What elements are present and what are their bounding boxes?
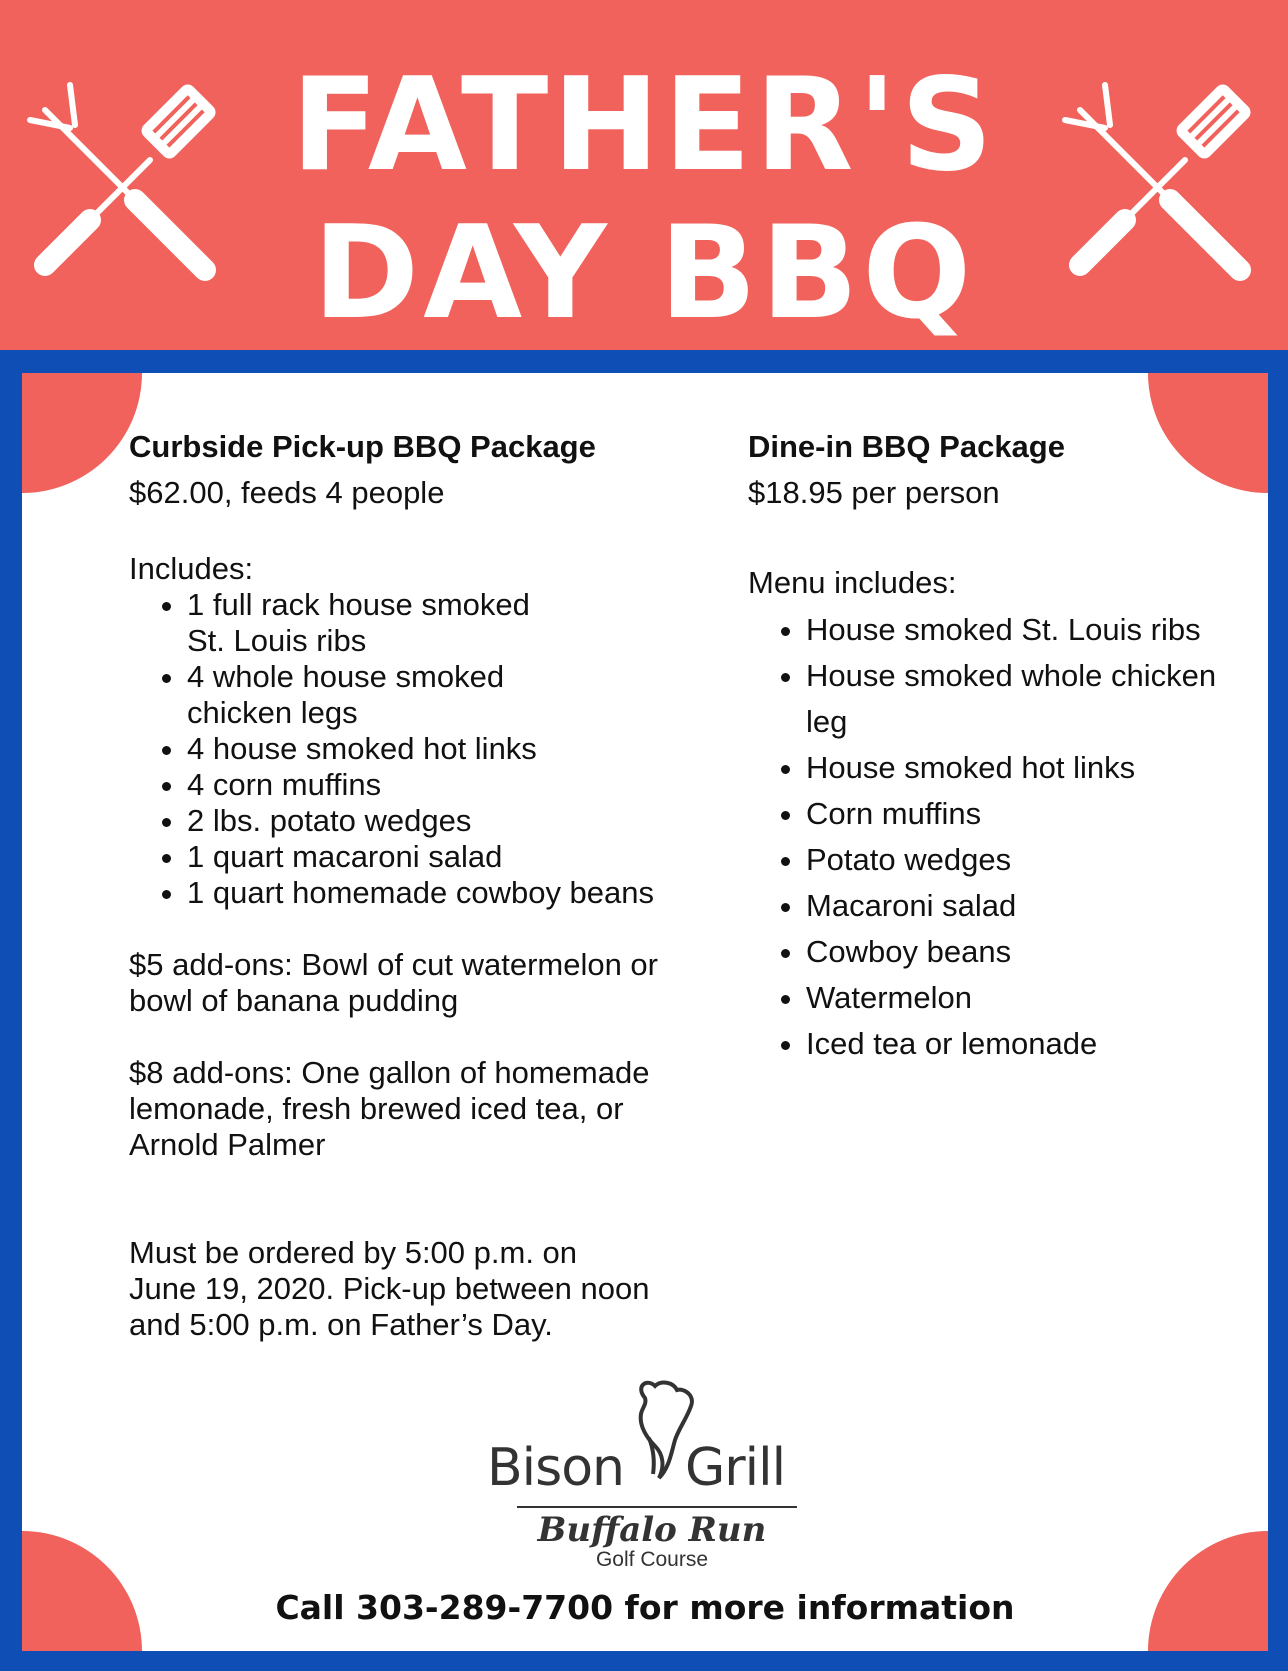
list-item: • House smoked whole chicken leg bbox=[806, 653, 1258, 745]
curbside-title: Curbside Pick-up BBQ Package bbox=[129, 429, 596, 464]
list-item: • Potato wedges bbox=[806, 837, 1258, 883]
list-item: • Corn muffins bbox=[806, 791, 1258, 837]
list-item: • 4 house smoked hot links bbox=[187, 731, 729, 767]
list-item: • 2 lbs. potato wedges bbox=[187, 803, 729, 839]
corner-decoration bbox=[22, 373, 142, 493]
banner-title-line2: DAY BBQ bbox=[312, 199, 976, 348]
list-item: • Watermelon bbox=[806, 975, 1258, 1021]
logo-divider bbox=[517, 1506, 797, 1508]
crossed-grill-utensils-icon bbox=[1060, 80, 1260, 300]
list-item: • 1 quart macaroni salad bbox=[187, 839, 729, 875]
dinein-price: $18.95 per person bbox=[748, 475, 1000, 510]
curbside-price: $62.00, feeds 4 people bbox=[129, 475, 445, 510]
list-item: • House smoked St. Louis ribs bbox=[806, 607, 1258, 653]
list-item: • Macaroni salad bbox=[806, 883, 1258, 929]
list-item: • Cowboy beans bbox=[806, 929, 1258, 975]
dinein-includes-label: Menu includes: bbox=[748, 565, 957, 600]
addon-5-text: $5 add-ons: Bowl of cut watermelon or bowl of banana pudding bbox=[129, 947, 658, 1018]
list-item: • House smoked hot links bbox=[806, 745, 1258, 791]
call-info-text: Call 303-289-7700 for more information bbox=[275, 1588, 1015, 1627]
curbside-package bbox=[129, 429, 729, 1343]
header-banner bbox=[0, 0, 1288, 350]
dinein-menu-list bbox=[748, 607, 1258, 1067]
logo-text-bison: Bison bbox=[487, 1438, 624, 1498]
curbside-item-list bbox=[129, 587, 729, 911]
list-item: • 4 corn muffins bbox=[187, 767, 729, 803]
list-item: • 4 whole house smoked chicken legs bbox=[187, 659, 729, 731]
curbside-includes-label: Includes: bbox=[129, 551, 254, 586]
logo-script-text: Buffalo Run bbox=[537, 1510, 767, 1550]
content-panel bbox=[22, 373, 1268, 1651]
list-item: • Iced tea or lemonade bbox=[806, 1021, 1258, 1067]
list-item: • 1 full rack house smoked St. Louis ribs bbox=[187, 587, 729, 659]
dinein-title: Dine-in BBQ Package bbox=[748, 429, 1065, 464]
addon-8-text: $8 add-ons: One gallon of homemade lemonade, fresh brewed iced tea, or Arnold Palmer bbox=[129, 1055, 650, 1162]
logo-text-grill: Grill bbox=[685, 1438, 786, 1498]
banner-title-line1: FATHER'S bbox=[291, 51, 997, 200]
bison-grill-logo bbox=[487, 1378, 817, 1573]
logo-subtitle: Golf Course bbox=[595, 1548, 709, 1571]
list-item: • 1 quart homemade cowboy beans bbox=[187, 875, 729, 911]
dinein-package bbox=[748, 429, 1258, 1067]
order-deadline-text: Must be ordered by 5:00 p.m. on June 19, 2020. Pick-up between noon and 5:00 p.m. on Father’s Day. bbox=[129, 1235, 650, 1342]
